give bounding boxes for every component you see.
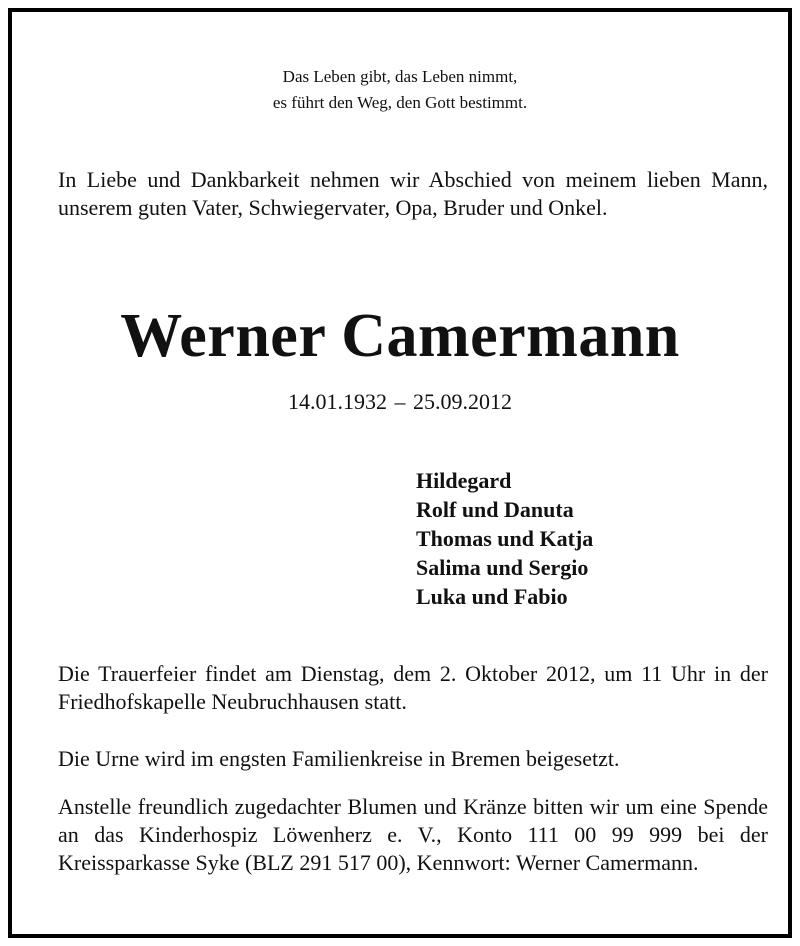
intro-text: In Liebe und Dankbarkeit nehmen wir Abschied von meinem lieben Mann, unserem guten Vater, Schwiegervater, Opa, Bruder und Onkel. — [58, 167, 768, 220]
life-dates: 14.01.1932 – 25.09.2012 — [288, 389, 512, 414]
motto-verse — [12, 64, 788, 116]
mourner-entry: Rolf und Danuta — [416, 497, 574, 522]
funeral-service-text: Die Trauerfeier findet am Dienstag, dem 2. Oktober 2012, um 11 Uhr in der Friedhofskapelle Neubruchhausen statt. — [58, 661, 768, 714]
urn-burial-text: Die Urne wird im engsten Familienkreise in Bremen beigesetzt. — [58, 746, 620, 771]
motto-line-1: Das Leben gibt, das Leben nimmt, — [282, 67, 518, 86]
mourners-list — [416, 466, 593, 611]
mourner-entry: Luka und Fabio — [416, 584, 568, 609]
deceased-name: Werner Camermann — [120, 302, 680, 370]
mourner-entry: Salima und Sergio — [416, 555, 589, 580]
mourner-entry: Thomas und Katja — [416, 526, 594, 551]
donation-request-text: Anstelle freundlich zugedachter Blumen und Kränze bitten wir um eine Spende an das Kinderhospiz Löwenherz e. V., Konto 111 00 99 999 bei der Kreissparkasse Syke (BLZ 291 517 00), Kennwort: Werner Camermann. — [58, 794, 768, 875]
mourner-entry: Hildegard — [416, 468, 512, 493]
motto-line-2: es führt den Weg, den Gott bestimmt. — [272, 93, 528, 112]
obituary-notice — [8, 8, 792, 938]
